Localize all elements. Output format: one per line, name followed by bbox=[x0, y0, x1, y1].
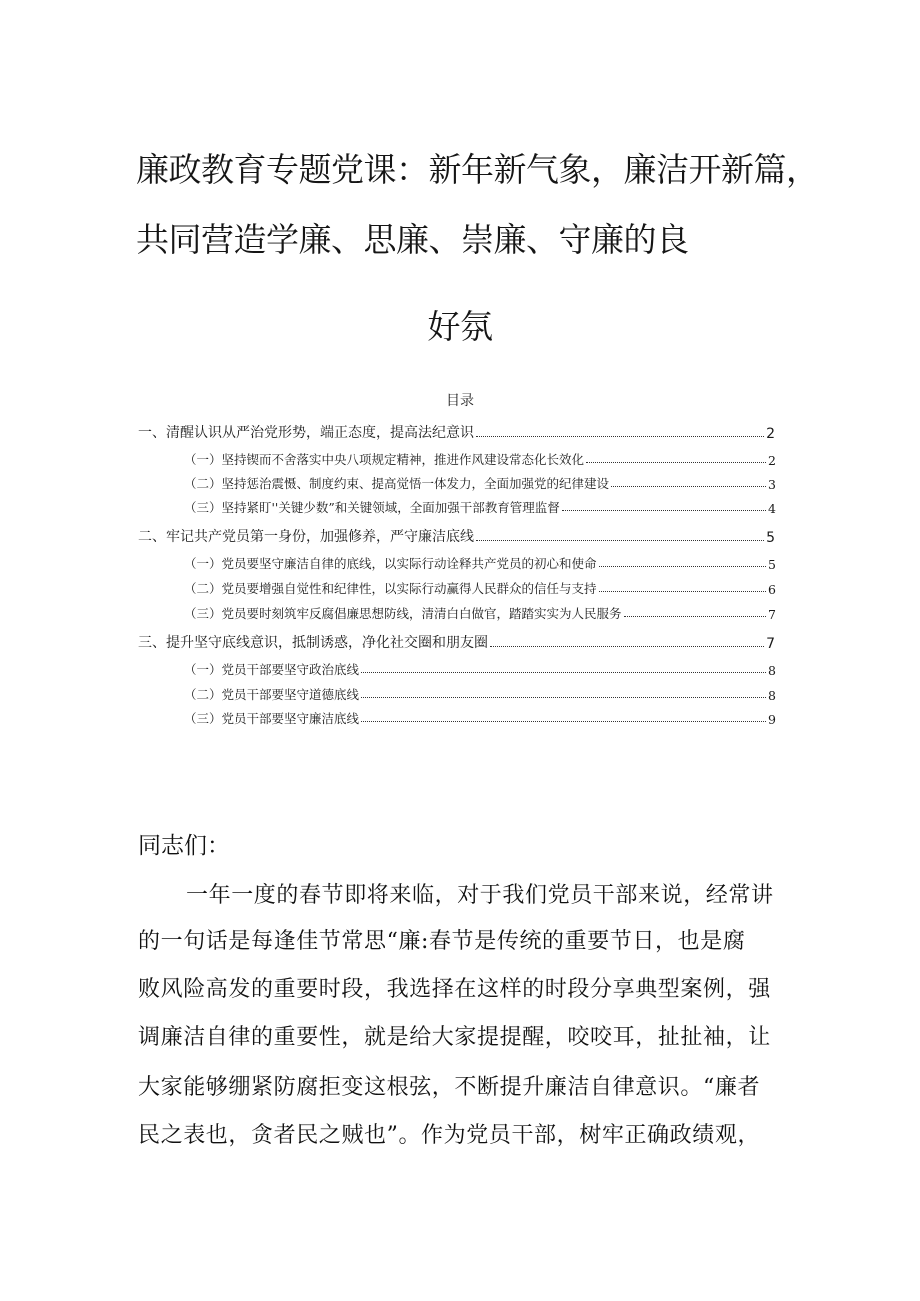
toc-entry[interactable] bbox=[138, 632, 775, 652]
toc-entry-text: （二）党员要增强自觉性和纪律性，以实际行动赢得人民群众的信任与支持 bbox=[184, 581, 597, 596]
toc-page-number: 3 bbox=[768, 477, 776, 492]
paragraph-line: 调廉洁自律的重要性，就是给大家提提醒，咬咬耳，扯扯袖，让 bbox=[138, 1025, 771, 1050]
toc-page-number: 8 bbox=[768, 663, 776, 678]
toc-page-number: 2 bbox=[766, 426, 775, 442]
toc-entry-text: 二、牢记共产党员第一身份，加强修养，严守廉洁底线 bbox=[138, 529, 474, 545]
toc-page-number: 7 bbox=[766, 636, 775, 652]
toc-entry-text: （一）党员要坚守廉洁自律的底线，以实际行动诠释共产党员的初心和使命 bbox=[184, 556, 597, 571]
toc-leader-dots bbox=[599, 566, 767, 567]
toc-leader-dots bbox=[361, 721, 766, 722]
salutation: 同志们： bbox=[138, 833, 230, 859]
toc-entry-text: （二）党员干部要坚守道德底线 bbox=[184, 687, 360, 702]
toc-entry[interactable] bbox=[184, 577, 776, 597]
toc-page-number: 8 bbox=[768, 688, 776, 703]
paragraph-line: 民之表也，贪者民之贼也”。作为党员干部，树牢正确政绩观， bbox=[138, 1123, 761, 1148]
toc-entry[interactable] bbox=[184, 472, 776, 492]
toc-entry[interactable] bbox=[138, 422, 775, 442]
toc-page-number: 9 bbox=[768, 712, 776, 727]
toc-entry[interactable] bbox=[184, 658, 776, 678]
toc-heading: 目录 bbox=[446, 393, 474, 409]
toc-leader-dots bbox=[586, 462, 766, 463]
document-title-line-1: 廉政教育专题党课：新年新气象，廉洁开新篇， bbox=[136, 150, 819, 189]
toc-entry[interactable] bbox=[184, 552, 776, 572]
toc-leader-dots bbox=[611, 486, 766, 487]
toc-page-number: 4 bbox=[768, 501, 776, 516]
toc-entry-text: （一）坚持锲而不舍落实中央八项规定精神，推进作风建设常态化长效化 bbox=[184, 452, 585, 467]
toc-leader-dots bbox=[361, 697, 766, 698]
toc-entry-text: （三）党员要时刻筑牢反腐倡廉思想防线，清清白白做官，踏踏实实为人民服务 bbox=[184, 606, 622, 621]
toc-leader-dots bbox=[476, 540, 764, 541]
paragraph-line: 一年一度的春节即将来临，对于我们党员干部来说，经常讲 bbox=[186, 883, 774, 908]
toc-entry-text: （三）党员干部要坚守廉洁底线 bbox=[184, 711, 360, 726]
paragraph-line: 的一句话是每逢佳节常思“廉:春节是传统的重要节日，也是腐 bbox=[138, 929, 746, 954]
toc-page-number: 7 bbox=[768, 607, 776, 622]
toc-entry-text: （三）坚持紧盯''关键少数”和关键领域，全面加强干部教育管理监督 bbox=[184, 500, 560, 515]
toc-page-number: 5 bbox=[766, 530, 775, 546]
toc-leader-dots bbox=[562, 510, 766, 511]
toc-entry[interactable] bbox=[184, 683, 776, 703]
document-title-line-3: 好氛 bbox=[427, 307, 493, 346]
paragraph-line: 败风险高发的重要时段，我选择在这样的时段分享典型案例，强 bbox=[138, 977, 771, 1002]
toc-leader-dots bbox=[476, 436, 764, 437]
toc-leader-dots bbox=[490, 646, 764, 647]
toc-leader-dots bbox=[624, 616, 767, 617]
toc-entry-text: 一、清醒认识从严治党形势，端正态度，提高法纪意识 bbox=[138, 425, 474, 441]
toc-entry[interactable] bbox=[184, 448, 776, 468]
toc-entry[interactable] bbox=[184, 496, 776, 516]
toc-entry-text: （二）坚持惩治震慑、制度约束、提高觉悟一体发力，全面加强党的纪律建设 bbox=[184, 476, 610, 491]
toc-page-number: 2 bbox=[768, 453, 776, 468]
document-title-line-2: 共同营造学廉、思廉、崇廉、守廉的良 bbox=[136, 220, 689, 259]
toc-leader-dots bbox=[599, 591, 767, 592]
toc-page-number: 6 bbox=[768, 582, 776, 597]
toc-page-number: 5 bbox=[768, 557, 776, 572]
toc-leader-dots bbox=[361, 672, 766, 673]
toc-entry[interactable] bbox=[184, 602, 776, 622]
toc-entry-text: 三、提升坚守底线意识，抵制诱惑，净化社交圈和朋友圈 bbox=[138, 635, 488, 651]
toc-entry-text: （一）党员干部要坚守政治底线 bbox=[184, 662, 360, 677]
toc-entry[interactable] bbox=[184, 707, 776, 727]
toc-entry[interactable] bbox=[138, 526, 775, 546]
paragraph-line: 大家能够绷紧防腐拒变这根弦，不断提升廉洁自律意识。“廉者 bbox=[138, 1075, 761, 1100]
